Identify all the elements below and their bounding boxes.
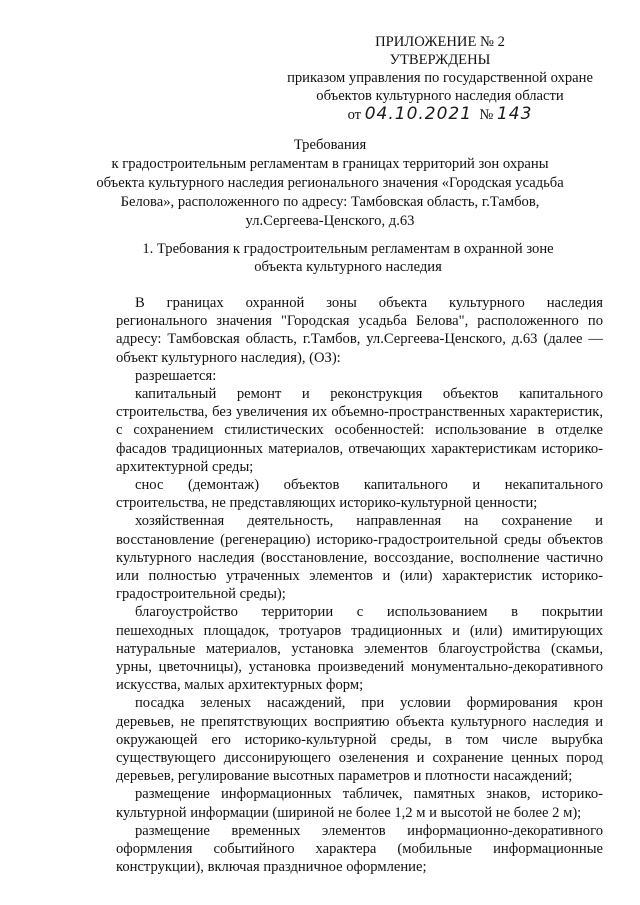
- text-line: размещение информационных табличек, памятных знаков, историко-: [135, 786, 603, 803]
- text-line: существующего диссонирующего озеленения и сохранение ценных пород: [116, 750, 603, 767]
- text-line: регионального значения "Городская усадьба Белова", расположенного по: [116, 313, 603, 330]
- paragraph-info-plaques: [116, 785, 603, 821]
- text-line: хозяйственная деятельность, направленная на сохранение и: [135, 513, 603, 530]
- text-line: капитальный ремонт и реконструкция объектов капитального: [135, 386, 603, 403]
- document-title: [90, 136, 570, 231]
- appendix-header: [280, 33, 600, 124]
- section-heading: [118, 240, 578, 276]
- text-line: культурной информации (шириной не более 1,2 м и высотой не более 2 м);: [116, 804, 582, 821]
- title-line-2: к градостроительным регламентам в границах территорий зон охраны: [111, 156, 549, 172]
- body-text: [116, 294, 603, 877]
- paragraph-zone-boundaries: [116, 294, 603, 367]
- order-date-handwritten: 04.10.2021: [364, 104, 473, 124]
- paragraph-demolition: [116, 476, 603, 512]
- title-line-4: Белова», расположенного по адресу: Тамбовская область, г.Тамбов,: [120, 194, 540, 210]
- text-line: строительства, не представляющих историко-культурной ценности;: [116, 495, 538, 512]
- paragraph-planting: [116, 694, 603, 785]
- section-heading-line-1: 1. Требования к градостроительным регламентам в охранной зоне: [142, 241, 554, 257]
- paragraph-allowed-label: [116, 367, 603, 385]
- text-line: объект культурного наследия), (ОЗ):: [116, 349, 341, 366]
- text-line: искусства, малых архитектурных форм;: [116, 677, 364, 694]
- approval-label: УТВЕРЖДЕНЫ: [389, 52, 491, 68]
- text-line: оформления событийного характера (мобильные информационные: [116, 841, 603, 858]
- text-line: пешеходных площадок, тротуаров традиционных и (или) имитирующих: [116, 622, 603, 639]
- text-line: восстановление (регенерацию) историко-градостроительной среды объектов: [116, 531, 603, 548]
- text-line: градостроительной среды);: [116, 586, 286, 603]
- order-number-handwritten: 143: [496, 104, 533, 124]
- paragraph-landscaping: [116, 603, 603, 694]
- text-line: с сохранением стилистических особенностей: использование в отделке: [116, 422, 603, 439]
- text-line: благоустройство территории с использованием в покрытии: [135, 604, 603, 621]
- title-line-5: ул.Сергеева-Ценского, д.63: [245, 213, 415, 229]
- appendix-number: ПРИЛОЖЕНИЕ № 2: [375, 34, 505, 50]
- text-line: В границах охранной зоны объекта культурного наследия: [135, 295, 603, 311]
- title-line-1: Требования: [293, 137, 367, 153]
- text-line: деревьев, регулирование высотных параметров и плотности насаждений;: [116, 768, 573, 785]
- text-line: посадка зеленых насаждений, при условии формирования крон: [135, 695, 603, 712]
- text-line: строительства, без увеличения их объемно-пространственных характеристик,: [116, 404, 603, 421]
- approval-authority-line1: приказом управления по государственной охране: [287, 70, 593, 86]
- section-heading-line-2: объекта культурного наследия: [254, 259, 442, 275]
- approval-authority-line2: объектов культурного наследия области: [316, 88, 564, 104]
- order-reference: [280, 105, 600, 124]
- order-prefix: от: [347, 107, 362, 123]
- text-line: архитектурной среды;: [116, 458, 254, 475]
- title-line-3: объекта культурного наследия регионального значения «Городская усадьба: [96, 175, 564, 191]
- text-line: окружающей его историко-культурной среды, в том числе вырубка: [116, 731, 603, 748]
- text-line: культурного наследия (восстановление, воссоздание, восполнение частично: [116, 549, 603, 566]
- text-line: конструкции), включая праздничное оформление;: [116, 859, 427, 876]
- text-line: адресу: Тамбовская область, г.Тамбов, ул.Сергеева-Ценского, д.63 (далее —: [116, 331, 603, 348]
- text-line: разрешается:: [135, 367, 217, 384]
- text-line: урны, цветочницы), установка произведений монументально-декоративного: [116, 659, 603, 676]
- paragraph-economic-activity: [116, 512, 603, 603]
- paragraph-temporary-decor: [116, 822, 603, 877]
- text-line: деревьев, не препятствующих восприятию объекта культурного наследия и: [116, 713, 603, 730]
- text-line: фасадов традиционных материалов, отвечающих характеристикам историко-: [116, 440, 603, 457]
- text-line: натуральные материалов, установка элементов благоустройства (скамьи,: [116, 640, 603, 657]
- text-line: снос (демонтаж) объектов капитального и некапитального: [135, 477, 603, 494]
- order-number-label: №: [479, 107, 494, 123]
- paragraph-capital-repair: [116, 385, 603, 476]
- text-line: размещение временных элементов информационно-декоративного: [135, 822, 603, 839]
- text-line: или полностью утраченных элементов и (или) характеристик историко-: [116, 568, 603, 585]
